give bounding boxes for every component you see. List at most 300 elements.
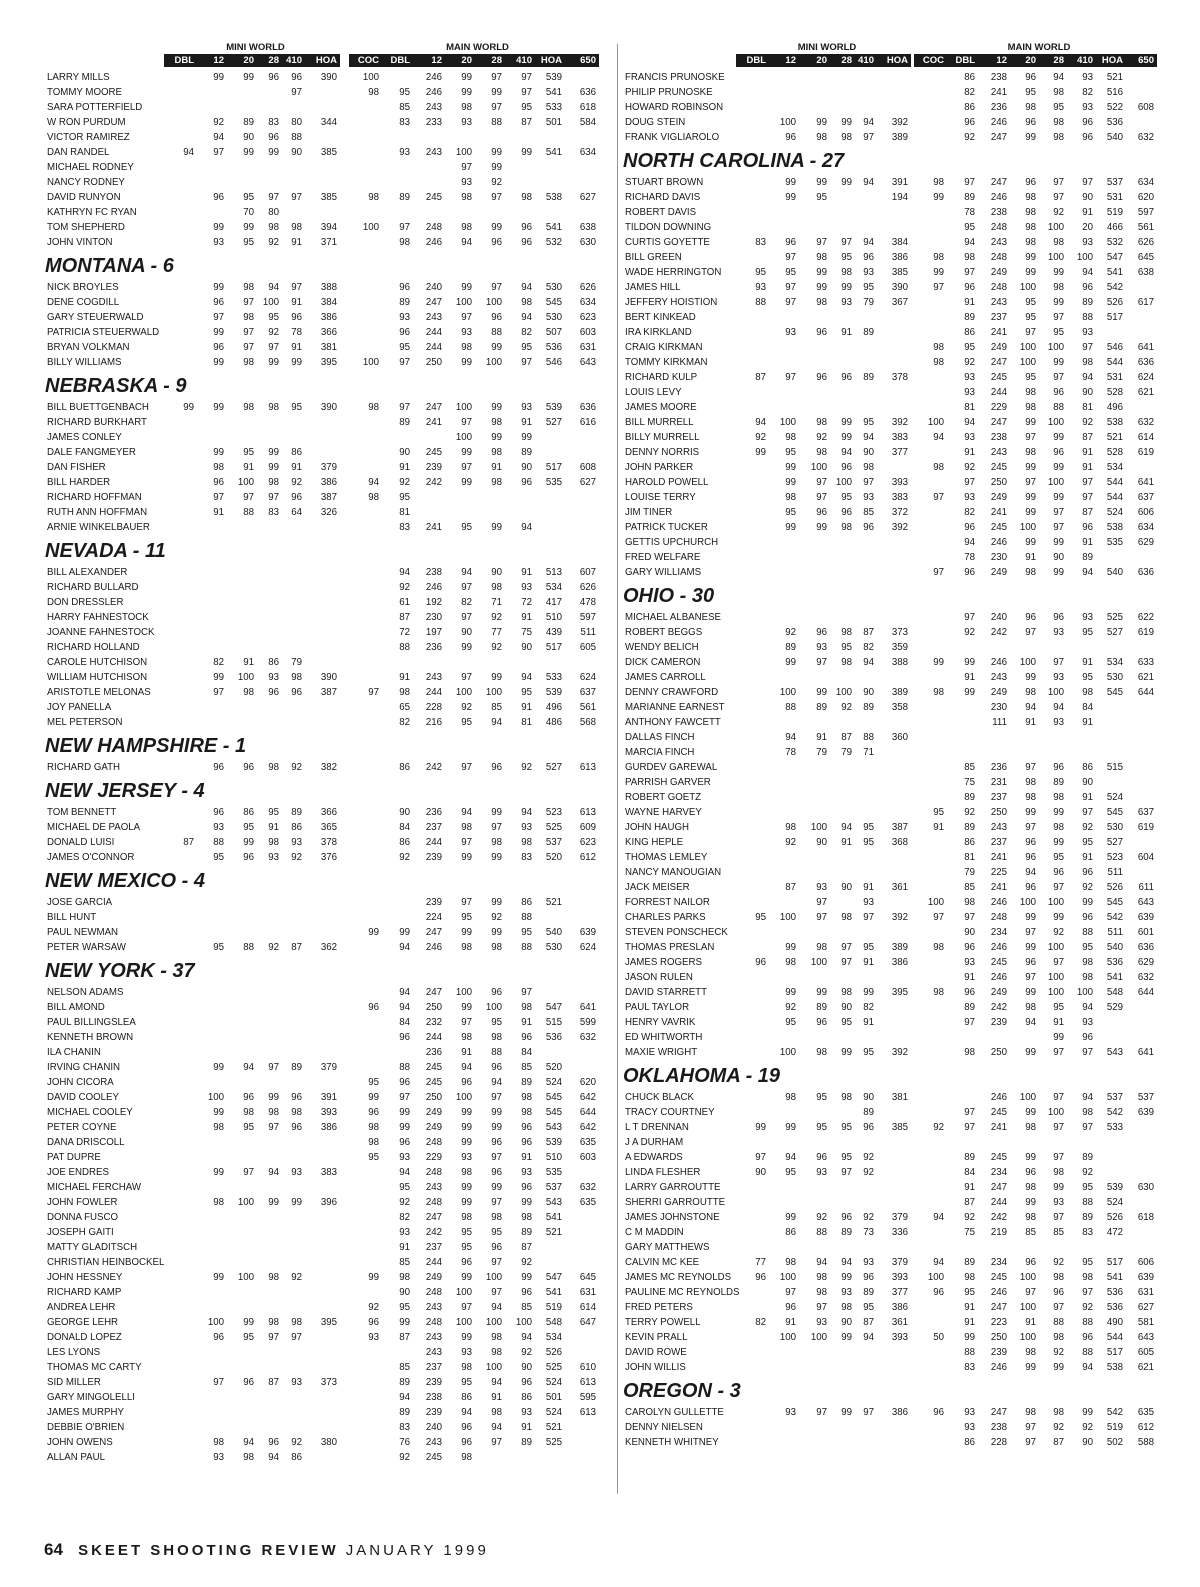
- mini-score-28: 99: [841, 282, 852, 293]
- main-score-20: 97: [461, 1302, 472, 1313]
- table-row: [622, 985, 1170, 1000]
- mini-score-28: 99: [841, 1407, 852, 1418]
- main-score-12: 248: [425, 1167, 442, 1178]
- main-score-12: 249: [425, 1122, 442, 1133]
- table-row: [44, 310, 616, 325]
- table-row: [44, 895, 616, 910]
- shooter-name: DOUG STEIN: [625, 117, 686, 128]
- main-score-28: 92: [491, 177, 502, 188]
- mini-score-20: 95: [243, 237, 254, 248]
- main-score-650: 630: [1137, 1182, 1154, 1193]
- main-score-12: 247: [425, 402, 442, 413]
- main-score-28: 97: [1053, 177, 1064, 188]
- mini-score-410: 99: [863, 987, 874, 998]
- main-score-20: 100: [455, 402, 472, 413]
- main-score-410: 97: [521, 72, 532, 83]
- table-row: [44, 325, 616, 340]
- main-score-hoa: 541: [545, 147, 562, 158]
- main-score-hoa: 542: [1106, 1107, 1123, 1118]
- main-score-hoa: 547: [1106, 252, 1123, 263]
- main-score-coc: 98: [368, 1137, 379, 1148]
- shooter-name: GARY WILLIAMS: [625, 567, 702, 578]
- main-score-28: 98: [491, 1032, 502, 1043]
- main-score-hoa: 501: [545, 1392, 562, 1403]
- main-score-20: 100: [1019, 1332, 1036, 1343]
- main-score-12: 242: [990, 1212, 1007, 1223]
- mini-score-12: 96: [785, 132, 796, 143]
- mini-score-28: 87: [268, 1377, 279, 1388]
- main-score-650: 618: [579, 102, 596, 113]
- main-score-410: 90: [521, 642, 532, 653]
- table-row: [44, 1450, 616, 1465]
- shooter-name: CHRISTIAN HEINBOCKEL: [47, 1257, 165, 1268]
- main-score-dbl: 84: [964, 1167, 975, 1178]
- main-score-12: 245: [990, 1152, 1007, 1163]
- table-row: [44, 205, 616, 220]
- shooter-name: ILA CHANIN: [47, 1047, 101, 1058]
- main-score-20: 94: [461, 807, 472, 818]
- main-score-dbl: 94: [964, 537, 975, 548]
- main-score-dbl: 98: [399, 237, 410, 248]
- main-score-410: 83: [521, 852, 532, 863]
- main-score-coc: 100: [362, 357, 379, 368]
- main-score-410: 91: [521, 417, 532, 428]
- main-score-12: 243: [425, 672, 442, 683]
- mini-score-hoa: 381: [320, 342, 337, 353]
- mini-score-28: 94: [268, 1167, 279, 1178]
- mini-score-28: 83: [268, 117, 279, 128]
- main-score-410: 93: [521, 402, 532, 413]
- main-score-28: 99: [491, 147, 502, 158]
- main-score-dbl: 92: [964, 357, 975, 368]
- main-score-12: 241: [990, 1122, 1007, 1133]
- main-score-20: 100: [1019, 897, 1036, 908]
- main-score-hoa: 524: [1106, 1197, 1123, 1208]
- mini-score-hoa: 379: [891, 1212, 908, 1223]
- shooter-name: FORREST NAILOR: [625, 897, 710, 908]
- main-score-12: 231: [990, 777, 1007, 788]
- main-score-410: 93: [1082, 327, 1093, 338]
- mini-score-12: 97: [785, 252, 796, 263]
- main-score-hoa: 528: [1106, 447, 1123, 458]
- mini-score-hoa: 362: [320, 942, 337, 953]
- shooter-name: PETER WARSAW: [47, 942, 126, 953]
- main-score-hoa: 511: [1107, 867, 1123, 878]
- main-score-12: 246: [990, 972, 1007, 983]
- mini-score-12: 96: [213, 762, 224, 773]
- shooter-name: BILL BUETTGENBACH: [47, 402, 149, 413]
- main-score-650: 597: [1137, 207, 1154, 218]
- mini-score-28: 97: [268, 342, 279, 353]
- main-score-410: 98: [521, 1092, 532, 1103]
- main-score-650: 639: [579, 927, 596, 938]
- shooter-name: JAMES O'CONNOR: [47, 852, 135, 863]
- main-score-20: 97: [461, 162, 472, 173]
- mini-score-28: 97: [268, 1062, 279, 1073]
- main-score-dbl: 95: [964, 1287, 975, 1298]
- mini-score-hoa: 392: [891, 912, 908, 923]
- main-score-28: 96: [491, 1242, 502, 1253]
- main-score-410: 96: [521, 477, 532, 488]
- main-score-12: 239: [425, 897, 442, 908]
- table-row: [44, 655, 616, 670]
- main-score-410: 92: [1082, 822, 1093, 833]
- mini-score-28: 91: [268, 822, 279, 833]
- main-score-410: 100: [1076, 987, 1093, 998]
- main-score-28: 97: [1053, 522, 1064, 533]
- mini-score-12: 95: [785, 267, 796, 278]
- main-score-410: 98: [521, 297, 532, 308]
- main-score-hoa: 466: [1106, 222, 1123, 233]
- mini-score-28: 100: [262, 297, 279, 308]
- mini-score-20: 88: [243, 942, 254, 953]
- main-score-12: 248: [990, 282, 1007, 293]
- main-score-28: 100: [1047, 897, 1064, 908]
- table-row: [44, 1045, 616, 1060]
- main-score-20: 99: [1025, 417, 1036, 428]
- main-score-hoa: 531: [1106, 372, 1123, 383]
- mini-score-12: 82: [213, 657, 224, 668]
- main-score-hoa: 544: [1106, 492, 1123, 503]
- main-score-20: 100: [1019, 522, 1036, 533]
- main-score-hoa: 417: [545, 597, 562, 608]
- mini-score-hoa: 386: [891, 957, 908, 968]
- shooter-name: KEVIN PRALL: [625, 1332, 688, 1343]
- header-main-hoa: HOA: [1101, 55, 1123, 66]
- main-score-20: 97: [1025, 432, 1036, 443]
- main-score-410: 91: [1082, 537, 1093, 548]
- shooter-name: GARY MATTHEWS: [625, 1242, 710, 1253]
- mini-score-410: 97: [291, 282, 302, 293]
- mini-score-20: 97: [816, 1407, 827, 1418]
- main-score-12: 246: [425, 72, 442, 83]
- main-score-650: 537: [1137, 1092, 1154, 1103]
- main-score-20: 97: [461, 1017, 472, 1028]
- mini-score-28: 93: [841, 297, 852, 308]
- main-score-20: 98: [461, 102, 472, 113]
- mini-score-20: 98: [243, 402, 254, 413]
- main-score-coc: 100: [927, 897, 944, 908]
- main-score-20: 97: [1025, 822, 1036, 833]
- mini-score-28: 87: [841, 732, 852, 743]
- mini-score-410: 91: [863, 882, 874, 893]
- table-row: [44, 100, 616, 115]
- shooter-name: JAMES MC REYNOLDS: [625, 1272, 732, 1283]
- mini-score-12: 99: [213, 282, 224, 293]
- mini-score-12: 98: [785, 1092, 796, 1103]
- main-score-28: 97: [491, 1092, 502, 1103]
- main-score-hoa: 525: [1106, 612, 1123, 623]
- main-score-410: 97: [521, 87, 532, 98]
- main-score-dbl: 82: [399, 717, 410, 728]
- mini-score-410: 85: [863, 507, 874, 518]
- mini-score-410: 87: [291, 942, 302, 953]
- mini-score-410: 89: [863, 1287, 874, 1298]
- table-row: [622, 1015, 1170, 1030]
- mini-score-20: 90: [816, 837, 827, 848]
- main-score-12: 236: [990, 102, 1007, 113]
- main-score-coc: 98: [933, 342, 944, 353]
- mini-score-410: 95: [863, 1302, 874, 1313]
- main-score-20: 99: [1025, 507, 1036, 518]
- main-score-12: 248: [990, 222, 1007, 233]
- main-score-410: 86: [1082, 762, 1093, 773]
- mini-score-28: 95: [841, 1122, 852, 1133]
- main-score-12: 248: [425, 222, 442, 233]
- main-score-hoa: 520: [545, 1062, 562, 1073]
- table-row: [622, 385, 1170, 400]
- mini-score-hoa: 376: [320, 852, 337, 863]
- mini-score-12: 100: [779, 417, 796, 428]
- main-score-28: 96: [1053, 1287, 1064, 1298]
- main-score-20: 99: [461, 642, 472, 653]
- main-score-410: 75: [521, 627, 532, 638]
- main-score-12: 248: [425, 1137, 442, 1148]
- main-score-hoa: 530: [1106, 672, 1123, 683]
- main-score-hoa: 515: [545, 1017, 562, 1028]
- main-score-coc: 99: [368, 927, 379, 938]
- shooter-name: LINDA FLESHER: [625, 1167, 701, 1178]
- shooter-name: J A DURHAM: [625, 1137, 684, 1148]
- mini-score-410: 98: [291, 672, 302, 683]
- main-score-12: 241: [990, 87, 1007, 98]
- mini-score-20: 99: [816, 522, 827, 533]
- main-score-20: 99: [1025, 1047, 1036, 1058]
- table-row: [44, 565, 616, 580]
- main-score-hoa: 502: [1106, 1437, 1123, 1448]
- main-score-dbl: 93: [399, 147, 410, 158]
- mini-score-28: 96: [268, 1437, 279, 1448]
- mini-score-28: 79: [841, 747, 852, 758]
- main-score-410: 91: [1082, 852, 1093, 863]
- main-score-20: 99: [1025, 942, 1036, 953]
- mini-score-dbl: 96: [755, 1272, 766, 1283]
- main-score-650: 635: [1137, 1407, 1154, 1418]
- main-score-dbl: 86: [964, 837, 975, 848]
- main-score-12: 249: [990, 342, 1007, 353]
- main-score-650: 617: [1137, 297, 1154, 308]
- mini-score-410: 98: [291, 222, 302, 233]
- main-score-dbl: 75: [964, 777, 975, 788]
- main-score-hoa: 538: [545, 192, 562, 203]
- main-score-dbl: 78: [964, 552, 975, 563]
- shooter-name: FRANCIS PRUNOSKE: [625, 72, 725, 83]
- main-score-410: 97: [521, 987, 532, 998]
- main-score-hoa: 531: [1106, 192, 1123, 203]
- header-mini-410: 410: [286, 55, 302, 66]
- main-score-12: 239: [425, 1407, 442, 1418]
- shooter-name: DONNA FUSCO: [47, 1212, 119, 1223]
- main-score-28: 98: [1053, 117, 1064, 128]
- shooter-name: ARISTOTLE MELONAS: [47, 687, 151, 698]
- header-mini-hoa: HOA: [886, 55, 908, 66]
- mini-score-28: 89: [841, 1227, 852, 1238]
- main-score-hoa: 530: [545, 312, 562, 323]
- main-score-hoa: 517: [1106, 312, 1123, 323]
- main-score-20: 98: [461, 822, 472, 833]
- main-score-hoa: 519: [1106, 207, 1123, 218]
- main-score-650: 629: [1137, 957, 1154, 968]
- main-score-28: 91: [1053, 1017, 1064, 1028]
- table-row: [44, 340, 616, 355]
- mini-score-12: 99: [213, 222, 224, 233]
- mini-score-410: 96: [863, 1122, 874, 1133]
- main-score-410: 96: [1082, 117, 1093, 128]
- main-score-coc: 96: [933, 1407, 944, 1418]
- main-score-28: 96: [491, 312, 502, 323]
- main-score-410: 98: [521, 1107, 532, 1118]
- table-row: [622, 115, 1170, 130]
- main-score-28: 96: [491, 1167, 502, 1178]
- main-score-hoa: 547: [545, 1272, 562, 1283]
- table-row: [622, 205, 1170, 220]
- main-score-hoa: 530: [545, 282, 562, 293]
- mini-score-28: 95: [841, 252, 852, 263]
- main-score-410: 94: [1082, 372, 1093, 383]
- table-row: [622, 835, 1170, 850]
- main-score-28: 98: [1053, 237, 1064, 248]
- mini-score-hoa: 394: [320, 222, 337, 233]
- main-score-650: 611: [1138, 882, 1154, 893]
- main-score-coc: 98: [933, 462, 944, 473]
- main-score-410: 88: [521, 942, 532, 953]
- mini-score-12: 98: [213, 1122, 224, 1133]
- main-score-12: 246: [990, 942, 1007, 953]
- main-score-28: 97: [1053, 657, 1064, 668]
- main-score-coc: 98: [368, 87, 379, 98]
- mini-score-20: 97: [816, 1302, 827, 1313]
- header-mini-hoa: HOA: [315, 55, 337, 66]
- shooter-name: PAUL BILLINGSLEA: [47, 1017, 136, 1028]
- state-heading: NEBRASKA - 9: [45, 375, 187, 397]
- main-score-12: 239: [990, 1347, 1007, 1358]
- mini-score-410: 93: [863, 897, 874, 908]
- main-score-28: 100: [485, 1002, 502, 1013]
- main-score-hoa: 535: [545, 1167, 562, 1178]
- mini-score-20: 97: [816, 237, 827, 248]
- table-row: [622, 1270, 1170, 1285]
- main-score-28: 91: [491, 1392, 502, 1403]
- mini-score-410: 96: [863, 1272, 874, 1283]
- mini-score-28: 95: [841, 642, 852, 653]
- main-score-650: 633: [1137, 657, 1154, 668]
- main-score-28: 98: [491, 837, 502, 848]
- mini-score-28: 96: [841, 507, 852, 518]
- main-score-20: 99: [461, 1197, 472, 1208]
- mini-score-12: 99: [785, 462, 796, 473]
- table-row: [622, 190, 1170, 205]
- magazine-title: SKEET SHOOTING REVIEW: [78, 1542, 339, 1559]
- mini-score-28: 99: [841, 1272, 852, 1283]
- main-score-12: 247: [425, 1212, 442, 1223]
- mini-score-20: 99: [243, 1317, 254, 1328]
- mini-score-20: 100: [237, 672, 254, 683]
- main-score-28: 100: [1047, 477, 1064, 488]
- mini-score-20: 98: [243, 1452, 254, 1463]
- main-score-12: 111: [992, 717, 1007, 728]
- state-heading: OREGON - 3: [623, 1380, 741, 1402]
- main-score-12: 246: [425, 582, 442, 593]
- table-row: [622, 640, 1170, 655]
- main-score-28: 96: [491, 987, 502, 998]
- state-heading: NORTH CAROLINA - 27: [623, 150, 845, 172]
- main-score-12: 236: [425, 807, 442, 818]
- main-score-410: 90: [521, 1362, 532, 1373]
- main-score-28: 97: [491, 1257, 502, 1268]
- main-score-410: 82: [1082, 87, 1093, 98]
- mini-score-20: 97: [816, 657, 827, 668]
- mini-score-hoa: 382: [320, 762, 337, 773]
- main-score-coc: 96: [368, 1002, 379, 1013]
- table-row: [622, 1225, 1170, 1240]
- main-score-hoa: 539: [545, 687, 562, 698]
- mini-score-20: 99: [816, 282, 827, 293]
- table-row: [622, 1030, 1170, 1045]
- mini-score-12: 96: [785, 237, 796, 248]
- mini-score-28: 98: [268, 1317, 279, 1328]
- main-score-hoa: 541: [545, 87, 562, 98]
- shooter-name: CHUCK BLACK: [625, 1092, 694, 1103]
- main-score-650: 641: [1137, 342, 1154, 353]
- mini-score-20: 100: [810, 462, 827, 473]
- mini-score-20: 98: [816, 417, 827, 428]
- main-score-20: 96: [1025, 1167, 1036, 1178]
- main-score-hoa: 527: [1106, 627, 1123, 638]
- main-score-12: 245: [990, 1107, 1007, 1118]
- main-score-dbl: 98: [964, 1272, 975, 1283]
- main-score-410: 96: [1082, 1032, 1093, 1043]
- main-score-28: 98: [491, 1347, 502, 1358]
- mini-score-20: 98: [243, 687, 254, 698]
- main-score-410: 97: [1082, 1287, 1093, 1298]
- main-score-dbl: 76: [399, 1437, 410, 1448]
- main-score-410: 89: [521, 447, 532, 458]
- mini-score-12: 92: [785, 1002, 796, 1013]
- shooter-name: SID MILLER: [47, 1377, 101, 1388]
- table-row: [622, 970, 1170, 985]
- main-score-20: 99: [1025, 1197, 1036, 1208]
- main-score-dbl: 91: [964, 1317, 975, 1328]
- mini-score-12: 95: [785, 507, 796, 518]
- mini-score-28: 100: [835, 477, 852, 488]
- main-score-12: 228: [425, 702, 442, 713]
- main-score-20: 98: [1025, 687, 1036, 698]
- main-score-dbl: 89: [964, 792, 975, 803]
- table-row: [44, 1180, 616, 1195]
- mini-score-hoa: 388: [891, 657, 908, 668]
- main-score-12: 243: [990, 237, 1007, 248]
- mini-score-12: 99: [785, 657, 796, 668]
- mini-score-28: 98: [841, 267, 852, 278]
- header-mini-28: 28: [841, 55, 852, 66]
- main-score-12: 248: [425, 1317, 442, 1328]
- main-score-12: 247: [425, 987, 442, 998]
- main-score-650: 613: [579, 762, 596, 773]
- mini-score-hoa: 383: [891, 492, 908, 503]
- table-row: [44, 1210, 616, 1225]
- main-score-hoa: 534: [545, 1332, 562, 1343]
- table-row: [622, 250, 1170, 265]
- main-score-dbl: 94: [399, 1002, 410, 1013]
- main-score-410: 96: [521, 1377, 532, 1388]
- shooter-name: ARNIE WINKELBAUER: [47, 522, 150, 533]
- mini-score-12: 99: [785, 522, 796, 533]
- main-score-hoa: 541: [545, 1287, 562, 1298]
- main-score-28: 87: [1053, 1437, 1064, 1448]
- main-score-410: 94: [521, 672, 532, 683]
- main-score-coc: 98: [368, 1122, 379, 1133]
- main-score-coc: 93: [368, 1332, 379, 1343]
